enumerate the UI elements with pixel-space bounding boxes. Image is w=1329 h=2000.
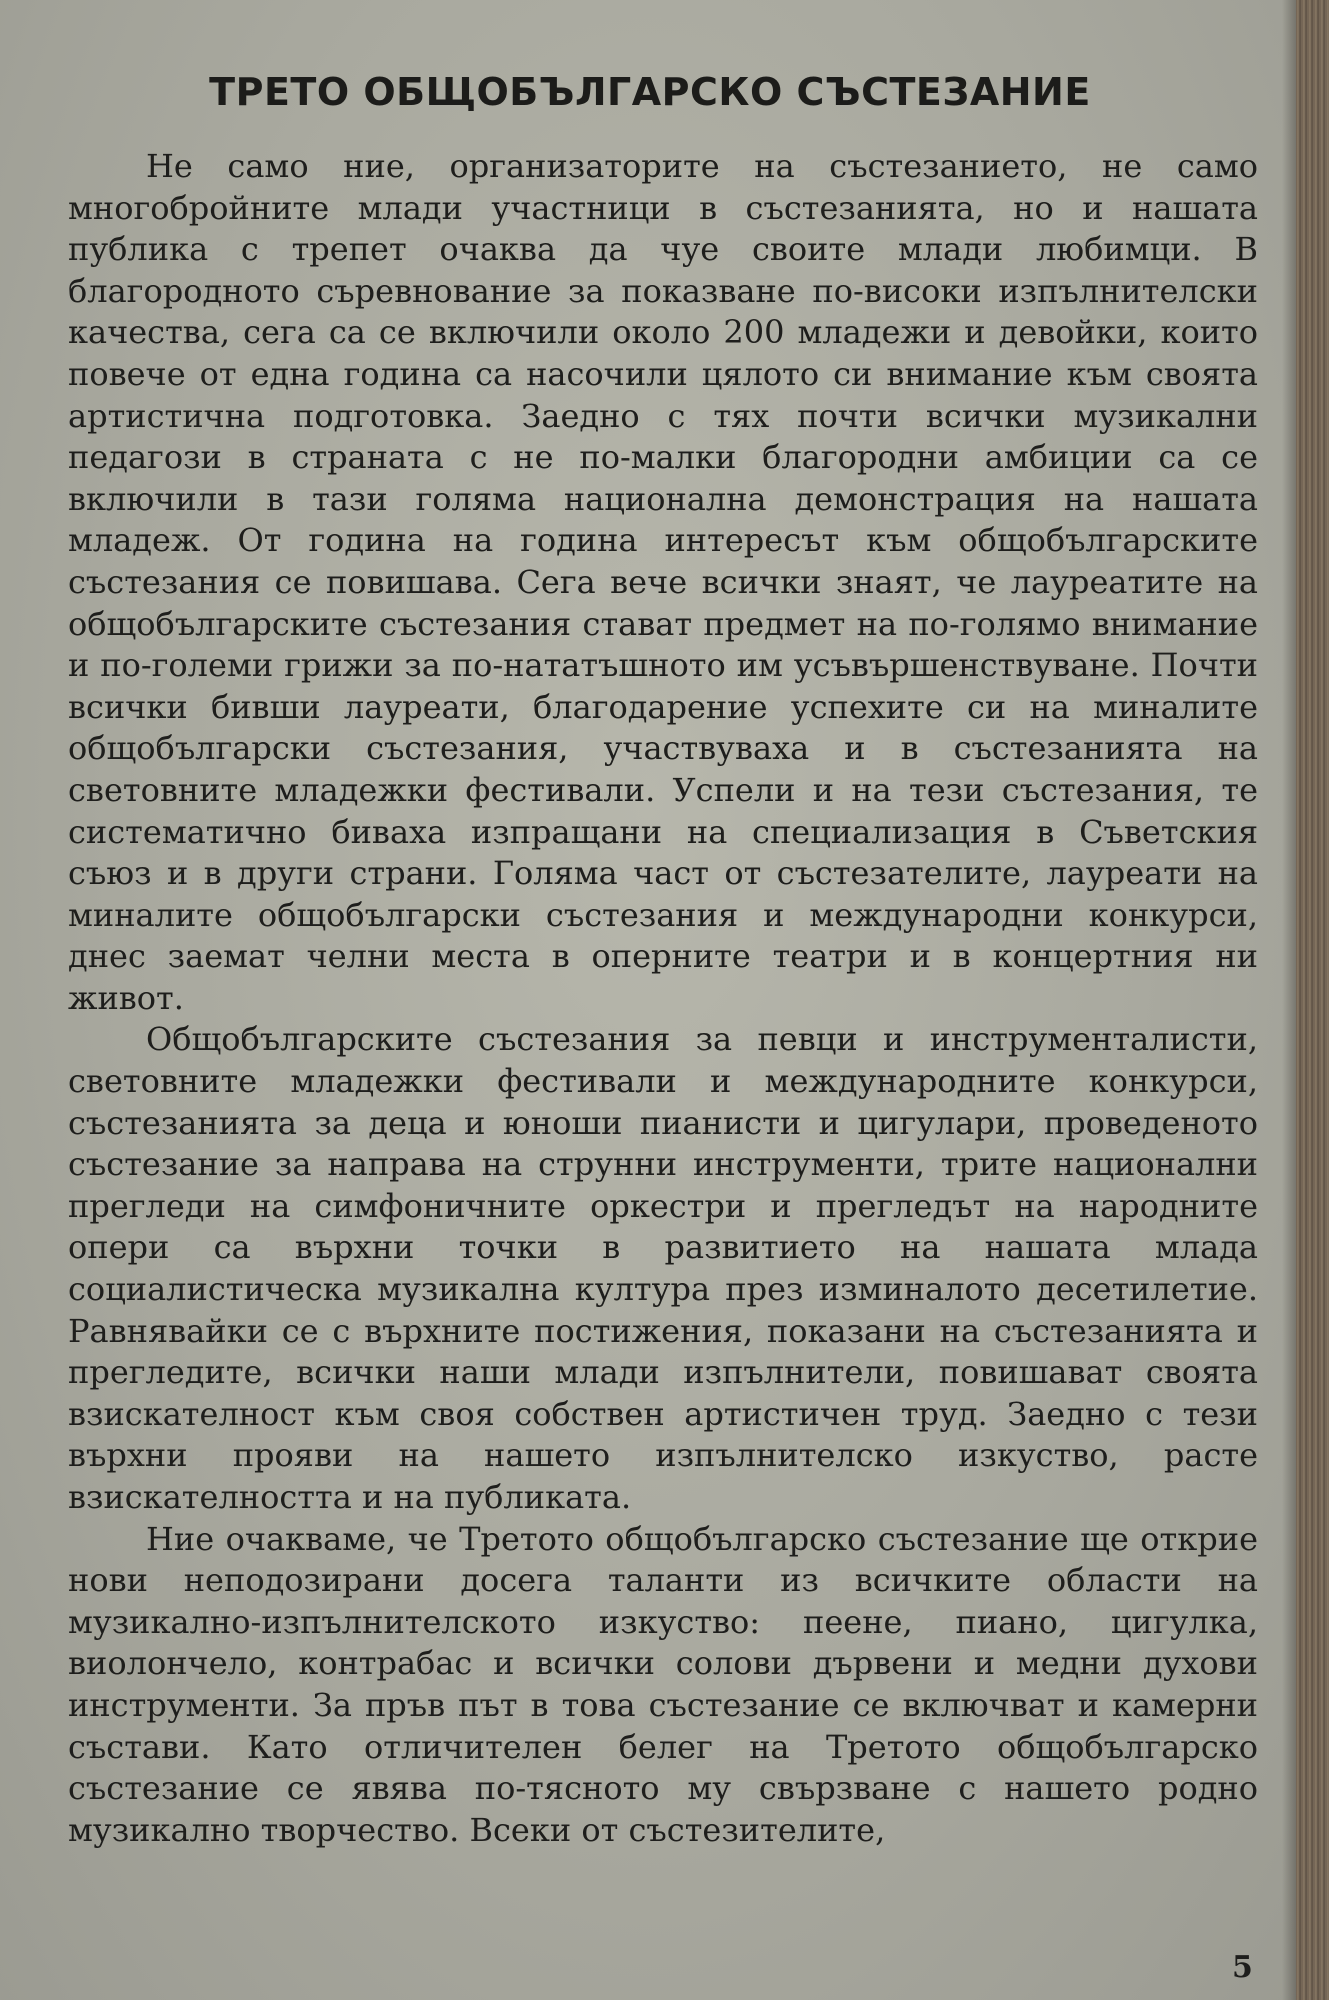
page-number: 5 bbox=[1232, 1950, 1253, 1985]
paragraph: Ние очакваме, че Третото общобългарско състезание ще открие нови неподозирани досега таланти из всичките области на музикално-изпълнителското изкуство: пеене, пиано, цигулка, виолончело, контрабас и всички солови дървени и медни духови инструменти. За пръв път в това състезание се включват и камерни състави. Като отличителен белег на Третото общобългарско състезание се явява по-тясното му свързване с нашето родно музикално творчество. Всеки от състезителите, bbox=[68, 1519, 1258, 1849]
page-shadow bbox=[1282, 0, 1296, 2000]
paragraph: Не само ние, организаторите на състезанието, не само многобройните млади участници в състезанията, но и нашата публика с трепет очаква да чуе своите млади любимци. В благородното съревнование за показване по-високи изпълнителски качества, сега са се включили около 200 младежи и девойки, които повече от една година са насочили цялото си внимание към своята артистична подготовка. Заедно с тях почти всички музикални педагози в страната с не по-малки благородни амбиции са се включили в тази голяма национална демонстрация на нашата младеж. От година на година интересът към общобългарските състезания се повишава. Сега вече всички знаят, че лауреатите на общобългарските състезания стават предмет на по-голямо внимание и по-големи грижи за по-нататъшното им усъвършенствуване. Почти всички бивши лауреати, благодарение успехите си на миналите общобългарски състезания, участвуваха и в състезанията на световните младежки фестивали. Успели и на тези състезания, те систематично биваха изпращани на специализация в Съветския съюз и в други страни. Голяма част от състезателите, лауреати на миналите общобългарски състезания и международни конкурси, днес заемат челни места в оперните театри и в концертния ни живот. bbox=[68, 147, 1258, 1017]
book-edge bbox=[1296, 0, 1329, 2000]
page-title: ТРЕТО ОБЩОБЪЛГАРСКО СЪСТЕЗАНИЕ bbox=[209, 70, 1091, 114]
paragraph: Общобългарските състезания за певци и инструменталисти, световните младежки фестивали и международните конкурси, състезанията за деца и юноши пианисти и цигулари, проведеното състезание за направа на струнни инструменти, трите национални прегледи на симфоничните оркестри и прегледът на народните опери са върхни точки в развитието на нашата млада социалистическа музикална култура през изминалото десетилетие. Равнявайки се с върхните постижения, показани на състезанията и прегледите, всички наши млади изпълнители, повишават своята взискателност към своя собствен артистичен труд. Заедно с тези върхни прояви на нашето изпълнителско изкуство, расте взискателността и на публиката. bbox=[68, 1020, 1258, 1516]
body-text bbox=[68, 146, 1258, 1851]
